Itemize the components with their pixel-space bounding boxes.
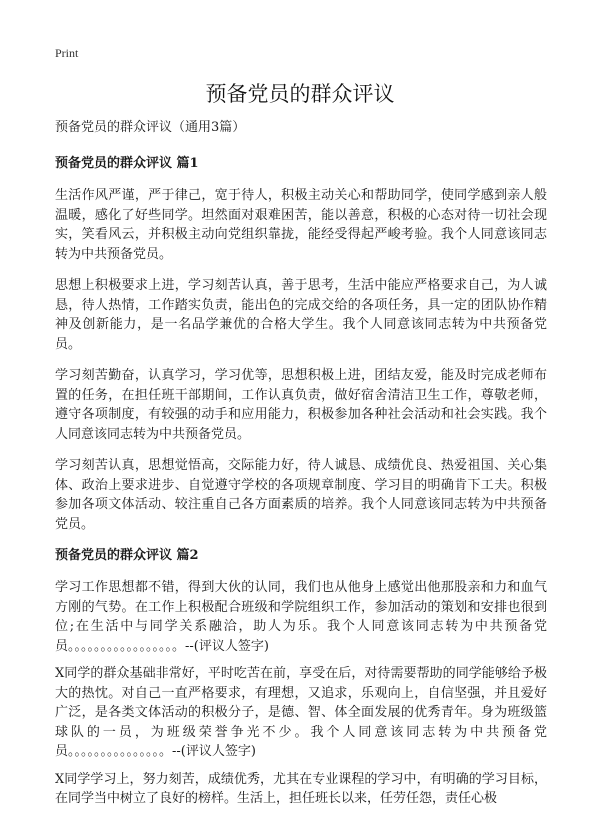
paragraph: 思想上积极要求上进，学习刻苦认真，善于思考，生活中能应严格要求自己，为人诚恳，待人热情，工作踏实负责，能出色的完成交给的各项任务，具一定的团队协作精神及创新能力，是一名品学兼优的合格大学生。我个人同意该同志转为中共预备党员。: [55, 278, 547, 352]
paragraph: 学习工作思想都不错，得到大伙的认同，我们也从他身上感觉出他那股亲和力和血气方刚的气势。在工作上积极配合班级和学院组织工作，参加活动的策划和安排也很到位;在生活中与同学关系融洽，助人为乐。我个人同意该同志转为中共预备党员。。。。。。。。。。。。。。。。。--(评议人签字): [55, 580, 547, 654]
page-title: 预备党员的群众评议: [205, 82, 395, 106]
paragraph: 生活作风严谨，严于律己，宽于待人，积极主动关心和帮助同学，使同学感到亲人般温暖，感化了好些同学。坦然面对艰难困苦，能以善意，积极的心态对待一切社会现实，笑看风云，并积极主动向党组织靠拢，能经受得起严峻考验。我个人同意该同志转为中共预备党员。: [55, 188, 547, 262]
section-heading-2: 预备党员的群众评议 篇2: [55, 548, 199, 563]
paragraph: X同学学习上，努力刻苦，成绩优秀，尤其在专业课程的学习中，有明确的学习目标，在同学当中树立了良好的榜样。生活上，担任班长以来，任劳任怨，责任心极: [55, 771, 547, 806]
print-label[interactable]: Print: [55, 46, 79, 60]
section-heading-1: 预备党员的群众评议 篇1: [55, 156, 199, 171]
document-subtitle: 预备党员的群众评议（通用3篇）: [55, 120, 246, 135]
paragraph: 学习刻苦勤奋，认真学习，学习优等，思想积极上进，团结友爱，能及时完成老师布置的任务，在担任班干部期间，工作认真负责，做好宿舍清洁卫生工作，尊敬老师，遵守各项制度，有较强的动手和应用能力，积极参加各种社会活动和社会实践。我个人同意该同志转为中共预备党员。: [55, 368, 547, 442]
document-body: [55, 118, 547, 817]
paragraph: 学习刻苦认真，思想觉悟高，交际能力好，待人诚恳、成绩优良、热爱祖国、关心集体、政治上要求进步、自觉遵守学校的各项规章制度、学习目的明确肯下工夫。积极参加各项文体活动、较注重自己各方面素质的培养。我个人同意该同志转为中共预备党员。: [55, 458, 547, 532]
paragraph: X同学的群众基础非常好，平时吃苦在前，享受在后，对待需要帮助的同学能够给予极大的热忱。对自己一直严格要求，有理想，又追求，乐观向上，自信坚强，并且爱好广泛，是各类文体活动的积极分子，是德、智、体全面发展的优秀青年。身为班级篮球队的一员，为班级荣誉争光不少。我个人同意该同志转为中共预备党员。。。。。。。。。。。。。。。--(评议人签字): [55, 666, 547, 759]
